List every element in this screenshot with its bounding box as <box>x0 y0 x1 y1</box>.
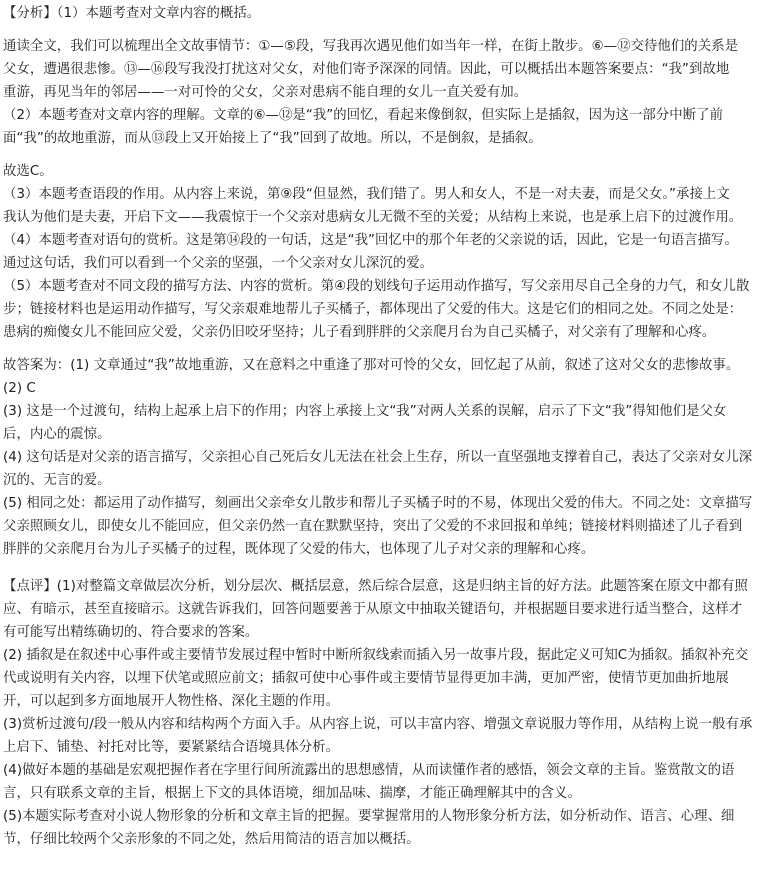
text-line: (3) 这是一个过渡句，结构上起承上启下的作用；内容上承接上文“我”对两人关系的误解，启示了下文“我”得知他们是父女 <box>3 404 727 419</box>
text-line: 后，内心的震惊。 <box>3 427 111 442</box>
text-line: 沉的、无言的爱。 <box>3 473 111 488</box>
text-line: (4)做好本题的基础是宏观把握作者在字里行间所流露出的思想感情，从而读懂作者的感悟，领会文章的主旨。鉴赏散文的语 <box>3 763 735 778</box>
text-line: 上启下、铺垫、衬托对比等，要紧紧结合语境具体分析。 <box>3 740 340 755</box>
text-line: (3)赏析过渡句/段一般从内容和结构两个方面入手。从内容上说，可以丰富内容、增强文章说服力等作用，从结构上说一般有承 <box>3 717 753 732</box>
text-line: 通过这句话，我们可以看到一个父亲的坚强，一个父亲对女儿深沉的爱。 <box>3 256 434 271</box>
text-line: 父女，遭遇很悲惨。⑬—⑯段写我没打扰这对父女，对他们寄予深深的同情。因此，可以概括出本题答案要点：“我”到故地 <box>3 62 730 77</box>
text-line: (4) 这句话是对父亲的语言描写，父亲担心自己死后女儿无法在社会上生存，所以一直坚强地支撑着自己，表达了父亲对女儿深 <box>3 450 753 465</box>
analysis-part-1-2 <box>3 35 774 150</box>
text-line: 步；链接材料也是运用动作描写，写父亲艰难地帮儿子买橘子，都体现出了父爱的伟大。这是它们的相同之处。不同之处是： <box>3 302 743 317</box>
text-line: 故选C。 <box>3 164 53 179</box>
text-line: （2）本题考查对文章内容的理解。文章的⑥—⑫是“我”的回忆，看起来像倒叙，但实际上是插叙，因为这一部分中断了前 <box>3 108 724 123</box>
text-line: 通读全文，我们可以梳理出全文故事情节：①—⑤段，写我再次遇见他们如当年一样，在街上散步。⑥—⑫交待他们的关系是 <box>3 39 739 54</box>
text-line: 【分析】（1）本题考查对文章内容的概括。 <box>3 6 261 21</box>
text-line: (2) C <box>3 381 36 396</box>
text-line: (2) 插叙是在叙述中心事件或主要情节发展过程中暂时中断所叙线索而插入另一故事片段，据此定义可知C为插叙。插叙补充交 <box>3 648 749 663</box>
text-line: 重游，再见当年的邻居——一对可怜的父女，父亲对患病不能自理的女儿一直关爱有加。 <box>3 85 528 100</box>
text-line: （5）本题考查对不同文段的描写方法、内容的赏析。第④段的划线句子运用动作描写，写父亲用尽自己全身的力气，和女儿散 <box>3 279 750 294</box>
text-line: (5) 相同之处：都运用了动作描写，刻画出父亲牵女儿散步和帮儿子买橘子时的不易，体现出父爱的伟大。不同之处：文章描写 <box>3 496 753 511</box>
text-line: 节，仔细比较两个父亲形象的不同之处，然后用简洁的语言加以概括。 <box>3 832 420 847</box>
text-line: （4）本题考查对语句的赏析。这是第⑭段的一句话，这是“我”回忆中的那个年老的父亲说的话，因此，它是一句语言描写。 <box>3 233 738 248</box>
text-line: 患病的痴傻女儿不能回应父爱，父亲仍旧咬牙坚持；儿子看到胖胖的父亲爬月台为自己买橘子，对父亲有了理解和心疼。 <box>3 325 716 340</box>
text-line: 胖胖的父亲爬月台为儿子买橘子的过程，既体现了父爱的伟大，也体现了儿子对父亲的理解和心疼。 <box>3 542 595 557</box>
text-line: 开，可以起到多方面地展开人物性格、深化主题的作用。 <box>3 694 340 709</box>
text-line: 有可能写出精练确切的、符合要求的答案。 <box>3 625 259 640</box>
text-line: 应、有暗示，甚至直接暗示。这就告诉我们，回答问题要善于从原文中抽取关键语句，并根据题目要求进行适当整合，这样才 <box>3 602 743 617</box>
text-line: 代或说明有关内容，以埋下伏笔或照应前文；插叙可使中心事件或主要情节显得更加丰满，更加严密，使情节更加曲折地展 <box>3 671 729 686</box>
text-line: 面“我”的故地重游，而从⑬段上又开始接上了“我”回到了故地。所以，不是倒叙，是插叙。 <box>3 131 542 146</box>
text-line: 父亲照顾女儿，即使女儿不能回应，但父亲仍然一直在默默坚持，突出了父爱的不求回报和单纯；链接材料则描述了儿子看到 <box>3 519 743 534</box>
text-line: (5)本题实际考查对小说人物形象的分析和文章主旨的把握。要掌握常用的人物形象分析方法，如分析动作、语言、心理、细 <box>3 809 735 824</box>
text-line: 故答案为：(1) 文章通过“我”故地重游，又在意料之中重逢了那对可怜的父女，回忆起了从前，叙述了这对父女的悲惨故事。 <box>3 358 740 373</box>
review-section <box>3 575 774 851</box>
text-line: 言，只有联系文章的主旨，根据上下文的具体语境，细加品味、揣摩，才能正确理解其中的含义。 <box>3 786 581 801</box>
analysis-part-3-5 <box>3 160 774 344</box>
answer-section <box>3 354 774 561</box>
analysis-intro <box>3 2 774 25</box>
text-line: （3）本题考查语段的作用。从内容上来说，第⑨段“但显然，我们错了。男人和女人，不是一对夫妻，而是父女。”承接上文 <box>3 187 730 202</box>
text-line: 【点评】(1)对整篇文章做层次分析，划分层次、概括层意，然后综合层意，这是归纳主旨的好方法。此题答案在原文中都有照 <box>3 579 748 594</box>
analysis-section <box>3 2 774 344</box>
text-line: 我认为他们是夫妻，开启下文——我震惊于一个父亲对患病女儿无微不至的关爱；从结构上来说，也是承上启下的过渡作用。 <box>3 210 743 225</box>
